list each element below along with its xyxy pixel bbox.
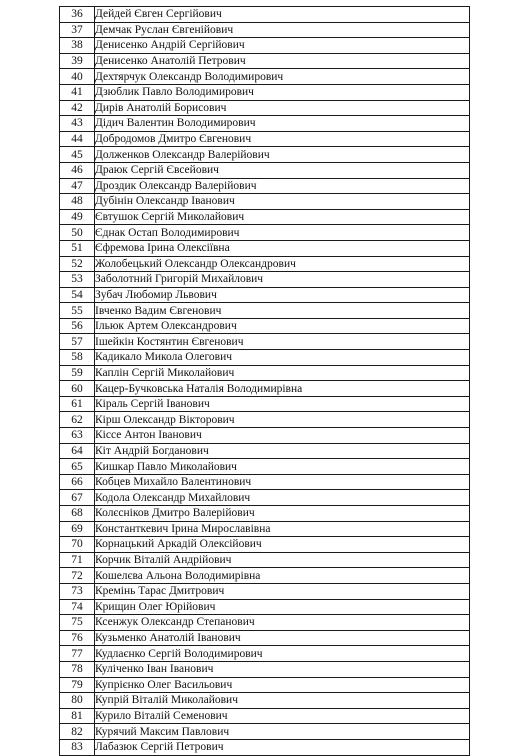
row-number: 45 — [60, 147, 95, 163]
row-full-name: Крищин Олег Юрійович — [95, 599, 470, 615]
row-number: 64 — [60, 443, 95, 459]
table-row — [60, 178, 470, 194]
row-number: 39 — [60, 53, 95, 69]
table-row — [60, 240, 470, 256]
row-number: 66 — [60, 474, 95, 490]
row-full-name: Денисенко Анатолій Петрович — [95, 53, 470, 69]
table-row — [60, 53, 470, 69]
row-number: 42 — [60, 100, 95, 116]
row-number: 63 — [60, 428, 95, 444]
row-number: 52 — [60, 256, 95, 272]
table-row — [60, 677, 470, 693]
row-number: 62 — [60, 412, 95, 428]
row-full-name: Денисенко Андрій Сергійович — [95, 38, 470, 54]
table-row — [60, 459, 470, 475]
row-full-name: Кобцев Михайло Валентинович — [95, 474, 470, 490]
row-full-name: Заболотний Григорій Михайлович — [95, 272, 470, 288]
row-full-name: Каплін Сергій Миколайович — [95, 365, 470, 381]
row-full-name: Кишкар Павло Миколайович — [95, 459, 470, 475]
table-row — [60, 38, 470, 54]
row-full-name: Драюк Сергій Євсейович — [95, 162, 470, 178]
row-full-name: Курячий Максим Павлович — [95, 724, 470, 740]
table-row — [60, 69, 470, 85]
row-full-name: Кіраль Сергій Іванович — [95, 396, 470, 412]
table-row — [60, 412, 470, 428]
row-number: 46 — [60, 162, 95, 178]
row-full-name: Кіт Андрій Богданович — [95, 443, 470, 459]
row-number: 59 — [60, 365, 95, 381]
row-full-name: Ішейкін Костянтин Євгенович — [95, 334, 470, 350]
table-row — [60, 443, 470, 459]
row-full-name: Дідич Валентин Володимирович — [95, 116, 470, 132]
row-number: 77 — [60, 646, 95, 662]
table-row — [60, 739, 470, 755]
row-number: 58 — [60, 350, 95, 366]
row-full-name: Константкевич Ірина Мирославівна — [95, 521, 470, 537]
row-number: 50 — [60, 225, 95, 241]
table-row — [60, 287, 470, 303]
table-row — [60, 537, 470, 553]
row-number: 36 — [60, 7, 95, 23]
row-full-name: Євтушок Сергій Миколайович — [95, 209, 470, 225]
row-full-name: Корчик Віталій Андрійович — [95, 552, 470, 568]
row-number: 44 — [60, 131, 95, 147]
row-full-name: Кошелєва Альона Володимирівна — [95, 568, 470, 584]
table-row — [60, 147, 470, 163]
row-number: 41 — [60, 84, 95, 100]
row-number: 73 — [60, 583, 95, 599]
row-number: 43 — [60, 116, 95, 132]
row-full-name: Кадикало Микола Олегович — [95, 350, 470, 366]
table-body — [60, 7, 470, 756]
table-row — [60, 693, 470, 709]
row-number: 49 — [60, 209, 95, 225]
table-row — [60, 162, 470, 178]
table-row — [60, 521, 470, 537]
row-full-name: Корнацький Аркадій Олексійович — [95, 537, 470, 553]
row-number: 67 — [60, 490, 95, 506]
table-row — [60, 272, 470, 288]
row-full-name: Кудлаєнко Сергій Володимирович — [95, 646, 470, 662]
row-number: 68 — [60, 506, 95, 522]
row-full-name: Дубінін Олександр Іванович — [95, 194, 470, 210]
table-row — [60, 615, 470, 631]
table-row — [60, 381, 470, 397]
row-number: 70 — [60, 537, 95, 553]
row-full-name: Дирів Анатолій Борисович — [95, 100, 470, 116]
table-row — [60, 428, 470, 444]
row-number: 76 — [60, 630, 95, 646]
table-row — [60, 506, 470, 522]
table-row — [60, 583, 470, 599]
row-full-name: Кіссе Антон Іванович — [95, 428, 470, 444]
row-number: 74 — [60, 599, 95, 615]
row-full-name: Долженков Олександр Валерійович — [95, 147, 470, 163]
table-row — [60, 708, 470, 724]
row-number: 80 — [60, 693, 95, 709]
row-number: 83 — [60, 739, 95, 755]
row-number: 65 — [60, 459, 95, 475]
row-number: 53 — [60, 272, 95, 288]
row-full-name: Кірш Олександр Вікторович — [95, 412, 470, 428]
table-row — [60, 84, 470, 100]
table-row — [60, 568, 470, 584]
row-full-name: Жолобецький Олександр Олександрович — [95, 256, 470, 272]
table-row — [60, 661, 470, 677]
row-number: 78 — [60, 661, 95, 677]
row-number: 38 — [60, 38, 95, 54]
row-number: 72 — [60, 568, 95, 584]
row-number: 60 — [60, 381, 95, 397]
table-row — [60, 7, 470, 23]
row-number: 48 — [60, 194, 95, 210]
row-full-name: Курило Віталій Семенович — [95, 708, 470, 724]
table-row — [60, 194, 470, 210]
table-row — [60, 490, 470, 506]
table-row — [60, 365, 470, 381]
row-number: 79 — [60, 677, 95, 693]
row-full-name: Добродомов Дмитро Євгенович — [95, 131, 470, 147]
table-row — [60, 599, 470, 615]
row-full-name: Ільюк Артем Олександрович — [95, 318, 470, 334]
names-table — [59, 6, 470, 756]
row-full-name: Єфремова Ірина Олексіївна — [95, 240, 470, 256]
table-row — [60, 396, 470, 412]
row-number: 47 — [60, 178, 95, 194]
table-row — [60, 116, 470, 132]
table-row — [60, 724, 470, 740]
row-number: 51 — [60, 240, 95, 256]
row-full-name: Дейдей Євген Сергійович — [95, 7, 470, 23]
table-row — [60, 22, 470, 38]
table-row — [60, 209, 470, 225]
table-row — [60, 474, 470, 490]
row-number: 82 — [60, 724, 95, 740]
table-row — [60, 303, 470, 319]
row-number: 37 — [60, 22, 95, 38]
table-row — [60, 225, 470, 241]
row-number: 61 — [60, 396, 95, 412]
table-row — [60, 318, 470, 334]
table-row — [60, 630, 470, 646]
row-number: 69 — [60, 521, 95, 537]
row-number: 75 — [60, 615, 95, 631]
table-row — [60, 552, 470, 568]
row-full-name: Зубач Любомир Львович — [95, 287, 470, 303]
row-full-name: Купрій Віталій Миколайович — [95, 693, 470, 709]
row-full-name: Єднак Остап Володимирович — [95, 225, 470, 241]
row-number: 56 — [60, 318, 95, 334]
row-full-name: Кремінь Тарас Дмитрович — [95, 583, 470, 599]
row-number: 55 — [60, 303, 95, 319]
table-row — [60, 256, 470, 272]
row-number: 40 — [60, 69, 95, 85]
row-full-name: Кузьменко Анатолій Іванович — [95, 630, 470, 646]
row-number: 54 — [60, 287, 95, 303]
row-full-name: Івченко Вадим Євгенович — [95, 303, 470, 319]
table-row — [60, 100, 470, 116]
table-row — [60, 131, 470, 147]
row-full-name: Кацер-Бучковська Наталія Володимирівна — [95, 381, 470, 397]
row-full-name: Дроздик Олександр Валерійович — [95, 178, 470, 194]
row-full-name: Куліченко Іван Іванович — [95, 661, 470, 677]
row-full-name: Кодола Олександр Михайлович — [95, 490, 470, 506]
row-number: 57 — [60, 334, 95, 350]
table-row — [60, 646, 470, 662]
row-number: 71 — [60, 552, 95, 568]
row-full-name: Демчак Руслан Євгенійович — [95, 22, 470, 38]
table-row — [60, 334, 470, 350]
table-row — [60, 350, 470, 366]
row-number: 81 — [60, 708, 95, 724]
row-full-name: Дехтярчук Олександр Володимирович — [95, 69, 470, 85]
row-full-name: Купрієнко Олег Васильович — [95, 677, 470, 693]
row-full-name: Дзюблик Павло Володимирович — [95, 84, 470, 100]
row-full-name: Ксенжук Олександр Степанович — [95, 615, 470, 631]
row-full-name: Лабазюк Сергій Петрович — [95, 739, 470, 755]
row-full-name: Колєсніков Дмитро Валерійович — [95, 506, 470, 522]
